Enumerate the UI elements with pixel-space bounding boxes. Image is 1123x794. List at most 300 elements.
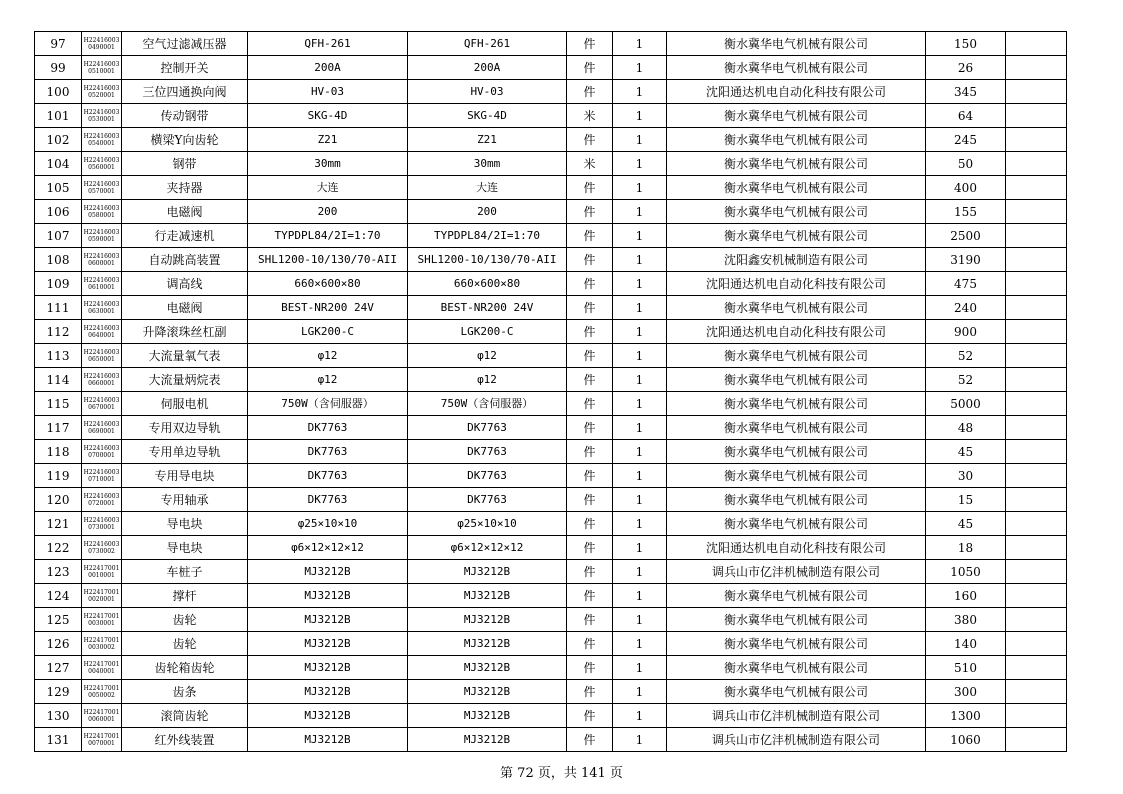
part-supplier: 衡水冀华电气机械有限公司 — [667, 32, 926, 56]
part-code-line2: 0690001 — [88, 427, 115, 435]
part-name: 夹持器 — [122, 176, 248, 200]
part-quantity: 1 — [613, 368, 667, 392]
part-supplier: 调兵山市亿沣机械制造有限公司 — [667, 728, 926, 752]
part-model: DK7763 — [248, 488, 408, 512]
part-code — [82, 320, 122, 344]
table-row — [35, 272, 1067, 296]
part-code-line2: 0590001 — [88, 235, 115, 243]
part-unit: 件 — [567, 632, 613, 656]
row-number: 113 — [35, 344, 82, 368]
part-code — [82, 344, 122, 368]
part-code-line1: H22416003 — [83, 492, 120, 500]
part-code-line1: H22416003 — [83, 204, 120, 212]
part-code-line2: 0070001 — [88, 739, 115, 747]
part-quantity: 1 — [613, 344, 667, 368]
row-number: 99 — [35, 56, 82, 80]
part-code-line1: H22416003 — [83, 84, 120, 92]
part-spec: LGK200-C — [408, 320, 567, 344]
row-number: 114 — [35, 368, 82, 392]
part-model: MJ3212B — [248, 656, 408, 680]
part-code — [82, 128, 122, 152]
part-model: φ12 — [248, 344, 408, 368]
part-name: 自动跳高装置 — [122, 248, 248, 272]
part-price: 64 — [926, 104, 1006, 128]
table-row — [35, 200, 1067, 224]
part-code — [82, 368, 122, 392]
part-model: LGK200-C — [248, 320, 408, 344]
row-number: 123 — [35, 560, 82, 584]
part-quantity: 1 — [613, 224, 667, 248]
part-model: 200 — [248, 200, 408, 224]
part-code-line1: H22416003 — [83, 348, 120, 356]
part-unit: 件 — [567, 200, 613, 224]
part-name: 专用双边导轨 — [122, 416, 248, 440]
part-unit: 件 — [567, 248, 613, 272]
part-quantity: 1 — [613, 512, 667, 536]
part-unit: 件 — [567, 464, 613, 488]
part-quantity: 1 — [613, 32, 667, 56]
part-code — [82, 560, 122, 584]
part-spec: DK7763 — [408, 440, 567, 464]
part-supplier: 衡水冀华电气机械有限公司 — [667, 368, 926, 392]
part-code — [82, 80, 122, 104]
part-quantity: 1 — [613, 176, 667, 200]
part-name: 电磁阀 — [122, 200, 248, 224]
part-supplier: 调兵山市亿沣机械制造有限公司 — [667, 704, 926, 728]
part-supplier: 衡水冀华电气机械有限公司 — [667, 392, 926, 416]
part-model: HV-03 — [248, 80, 408, 104]
table-row — [35, 584, 1067, 608]
part-price: 30 — [926, 464, 1006, 488]
row-number: 122 — [35, 536, 82, 560]
part-spec: MJ3212B — [408, 608, 567, 632]
part-model: 大连 — [248, 176, 408, 200]
part-code-line2: 0610001 — [88, 283, 115, 291]
part-unit: 件 — [567, 536, 613, 560]
part-spec: Z21 — [408, 128, 567, 152]
part-code — [82, 392, 122, 416]
part-model: MJ3212B — [248, 632, 408, 656]
part-code-line1: H22417001 — [83, 708, 120, 716]
part-name: 大流量氧气表 — [122, 344, 248, 368]
row-number: 118 — [35, 440, 82, 464]
part-unit: 件 — [567, 392, 613, 416]
part-supplier: 衡水冀华电气机械有限公司 — [667, 584, 926, 608]
row-number: 104 — [35, 152, 82, 176]
part-note — [1006, 104, 1067, 128]
part-unit: 件 — [567, 416, 613, 440]
part-code-line2: 0030002 — [88, 643, 115, 651]
part-code-line1: H22416003 — [83, 396, 120, 404]
part-code-line1: H22416003 — [83, 108, 120, 116]
table-row — [35, 488, 1067, 512]
part-model: TYPDPL84/2I=1:70 — [248, 224, 408, 248]
part-note — [1006, 728, 1067, 752]
part-note — [1006, 560, 1067, 584]
part-price: 5000 — [926, 392, 1006, 416]
part-unit: 件 — [567, 56, 613, 80]
part-price: 510 — [926, 656, 1006, 680]
part-name: 升降滚珠丝杠副 — [122, 320, 248, 344]
part-model: DK7763 — [248, 440, 408, 464]
part-note — [1006, 680, 1067, 704]
table-row — [35, 224, 1067, 248]
part-note — [1006, 152, 1067, 176]
part-code — [82, 440, 122, 464]
part-spec: 200 — [408, 200, 567, 224]
part-supplier: 衡水冀华电气机械有限公司 — [667, 656, 926, 680]
part-supplier: 沈阳通达机电自动化科技有限公司 — [667, 272, 926, 296]
part-supplier: 衡水冀华电气机械有限公司 — [667, 680, 926, 704]
part-supplier: 沈阳鑫安机械制造有限公司 — [667, 248, 926, 272]
part-model: SKG-4D — [248, 104, 408, 128]
part-code-line1: H22416003 — [83, 420, 120, 428]
part-model: MJ3212B — [248, 728, 408, 752]
table-row — [35, 608, 1067, 632]
part-spec: DK7763 — [408, 416, 567, 440]
part-code-line1: H22416003 — [83, 60, 120, 68]
part-name: 撑杆 — [122, 584, 248, 608]
part-name: 横梁Y向齿轮 — [122, 128, 248, 152]
row-number: 100 — [35, 80, 82, 104]
table-row — [35, 320, 1067, 344]
table-row — [35, 128, 1067, 152]
part-code — [82, 488, 122, 512]
row-number: 126 — [35, 632, 82, 656]
part-spec: 200A — [408, 56, 567, 80]
part-name: 红外线装置 — [122, 728, 248, 752]
part-code-line2: 0060001 — [88, 715, 115, 723]
part-spec: MJ3212B — [408, 728, 567, 752]
part-code — [82, 248, 122, 272]
part-spec: TYPDPL84/2I=1:70 — [408, 224, 567, 248]
part-code-line1: H22416003 — [83, 156, 120, 164]
table-row — [35, 152, 1067, 176]
part-note — [1006, 200, 1067, 224]
part-unit: 件 — [567, 560, 613, 584]
part-price: 52 — [926, 344, 1006, 368]
part-code-line1: H22417001 — [83, 684, 120, 692]
part-price: 900 — [926, 320, 1006, 344]
part-code-line2: 0580001 — [88, 211, 115, 219]
part-spec: BEST-NR200 24V — [408, 296, 567, 320]
part-supplier: 沈阳通达机电自动化科技有限公司 — [667, 320, 926, 344]
part-unit: 米 — [567, 104, 613, 128]
part-price: 15 — [926, 488, 1006, 512]
table-row — [35, 176, 1067, 200]
part-code — [82, 272, 122, 296]
table-row — [35, 680, 1067, 704]
part-code-line1: H22416003 — [83, 228, 120, 236]
part-note — [1006, 488, 1067, 512]
part-unit: 件 — [567, 320, 613, 344]
part-code — [82, 536, 122, 560]
part-quantity: 1 — [613, 128, 667, 152]
part-price: 52 — [926, 368, 1006, 392]
part-price: 2500 — [926, 224, 1006, 248]
part-unit: 件 — [567, 440, 613, 464]
table-row — [35, 728, 1067, 752]
part-code — [82, 704, 122, 728]
part-model: DK7763 — [248, 464, 408, 488]
part-code-line1: H22417001 — [83, 732, 120, 740]
part-code-line1: H22416003 — [83, 540, 120, 548]
part-code — [82, 728, 122, 752]
row-number: 129 — [35, 680, 82, 704]
part-price: 45 — [926, 512, 1006, 536]
part-spec: QFH-261 — [408, 32, 567, 56]
row-number: 130 — [35, 704, 82, 728]
part-name: 传动钢带 — [122, 104, 248, 128]
part-code-line2: 0040001 — [88, 667, 115, 675]
part-name: 齿条 — [122, 680, 248, 704]
part-quantity: 1 — [613, 416, 667, 440]
part-spec: φ12 — [408, 368, 567, 392]
table-row — [35, 440, 1067, 464]
part-spec: SKG-4D — [408, 104, 567, 128]
part-unit: 件 — [567, 344, 613, 368]
part-name: 专用单边导轨 — [122, 440, 248, 464]
part-spec: MJ3212B — [408, 656, 567, 680]
part-note — [1006, 632, 1067, 656]
part-unit: 件 — [567, 32, 613, 56]
part-name: 专用轴承 — [122, 488, 248, 512]
part-model: φ6×12×12×12 — [248, 536, 408, 560]
part-quantity: 1 — [613, 200, 667, 224]
part-note — [1006, 272, 1067, 296]
part-price: 300 — [926, 680, 1006, 704]
part-code — [82, 200, 122, 224]
part-unit: 件 — [567, 80, 613, 104]
part-note — [1006, 368, 1067, 392]
table-row — [35, 656, 1067, 680]
part-price: 140 — [926, 632, 1006, 656]
part-code — [82, 152, 122, 176]
part-price: 1060 — [926, 728, 1006, 752]
part-quantity: 1 — [613, 656, 667, 680]
row-number: 107 — [35, 224, 82, 248]
part-code — [82, 296, 122, 320]
part-supplier: 沈阳通达机电自动化科技有限公司 — [667, 80, 926, 104]
part-price: 160 — [926, 584, 1006, 608]
row-number: 127 — [35, 656, 82, 680]
part-note — [1006, 128, 1067, 152]
part-price: 245 — [926, 128, 1006, 152]
row-number: 131 — [35, 728, 82, 752]
part-spec: 30mm — [408, 152, 567, 176]
part-unit: 件 — [567, 728, 613, 752]
part-quantity: 1 — [613, 320, 667, 344]
part-model: MJ3212B — [248, 704, 408, 728]
part-note — [1006, 608, 1067, 632]
part-quantity: 1 — [613, 272, 667, 296]
part-unit: 件 — [567, 512, 613, 536]
table-row — [35, 368, 1067, 392]
row-number: 120 — [35, 488, 82, 512]
row-number: 108 — [35, 248, 82, 272]
row-number: 124 — [35, 584, 82, 608]
row-number: 115 — [35, 392, 82, 416]
part-quantity: 1 — [613, 248, 667, 272]
part-note — [1006, 344, 1067, 368]
part-code-line2: 0710001 — [88, 475, 115, 483]
row-number: 117 — [35, 416, 82, 440]
part-code-line2: 0510001 — [88, 67, 115, 75]
part-name: 控制开关 — [122, 56, 248, 80]
page-footer: 第 72 页，共 141 页 — [500, 766, 623, 781]
part-quantity: 1 — [613, 728, 667, 752]
part-price: 1050 — [926, 560, 1006, 584]
part-supplier: 衡水冀华电气机械有限公司 — [667, 296, 926, 320]
part-note — [1006, 656, 1067, 680]
part-spec: MJ3212B — [408, 680, 567, 704]
part-unit: 米 — [567, 152, 613, 176]
part-price: 1300 — [926, 704, 1006, 728]
part-price: 45 — [926, 440, 1006, 464]
part-code-line2: 0670001 — [88, 403, 115, 411]
part-price: 50 — [926, 152, 1006, 176]
part-supplier: 衡水冀华电气机械有限公司 — [667, 344, 926, 368]
part-spec: MJ3212B — [408, 560, 567, 584]
part-quantity: 1 — [613, 464, 667, 488]
part-spec: φ6×12×12×12 — [408, 536, 567, 560]
part-quantity: 1 — [613, 560, 667, 584]
part-code-line2: 0520001 — [88, 91, 115, 99]
part-note — [1006, 296, 1067, 320]
row-number: 97 — [35, 32, 82, 56]
part-unit: 件 — [567, 488, 613, 512]
part-quantity: 1 — [613, 392, 667, 416]
part-quantity: 1 — [613, 104, 667, 128]
part-spec: MJ3212B — [408, 584, 567, 608]
table-row — [35, 104, 1067, 128]
part-unit: 件 — [567, 272, 613, 296]
part-spec: MJ3212B — [408, 632, 567, 656]
part-supplier: 衡水冀华电气机械有限公司 — [667, 416, 926, 440]
table-row — [35, 632, 1067, 656]
part-name: 钢带 — [122, 152, 248, 176]
part-supplier: 衡水冀华电气机械有限公司 — [667, 512, 926, 536]
part-supplier: 衡水冀华电气机械有限公司 — [667, 152, 926, 176]
part-spec: SHL1200-10/130/70-AII — [408, 248, 567, 272]
part-spec: 660×600×80 — [408, 272, 567, 296]
part-code-line1: H22416003 — [83, 180, 120, 188]
part-price: 475 — [926, 272, 1006, 296]
part-unit: 件 — [567, 656, 613, 680]
part-code-line2: 0560001 — [88, 163, 115, 171]
part-code-line2: 0730001 — [88, 523, 115, 531]
part-supplier: 衡水冀华电气机械有限公司 — [667, 56, 926, 80]
part-note — [1006, 416, 1067, 440]
part-supplier: 沈阳通达机电自动化科技有限公司 — [667, 536, 926, 560]
table-body — [35, 32, 1067, 752]
part-spec: MJ3212B — [408, 704, 567, 728]
part-code — [82, 56, 122, 80]
part-unit: 件 — [567, 680, 613, 704]
table-row — [35, 416, 1067, 440]
table-row — [35, 296, 1067, 320]
part-model: QFH-261 — [248, 32, 408, 56]
part-code — [82, 104, 122, 128]
part-code-line2: 0630001 — [88, 307, 115, 315]
part-name: 齿轮箱齿轮 — [122, 656, 248, 680]
part-code — [82, 584, 122, 608]
part-code-line2: 0020001 — [88, 595, 115, 603]
part-spec: DK7763 — [408, 464, 567, 488]
part-code — [82, 224, 122, 248]
part-note — [1006, 224, 1067, 248]
part-name: 行走减速机 — [122, 224, 248, 248]
part-code — [82, 176, 122, 200]
part-price: 345 — [926, 80, 1006, 104]
row-number: 112 — [35, 320, 82, 344]
part-quantity: 1 — [613, 152, 667, 176]
part-note — [1006, 80, 1067, 104]
part-supplier: 衡水冀华电气机械有限公司 — [667, 488, 926, 512]
part-note — [1006, 56, 1067, 80]
row-number: 101 — [35, 104, 82, 128]
part-name: 齿轮 — [122, 608, 248, 632]
part-quantity: 1 — [613, 536, 667, 560]
part-model: MJ3212B — [248, 584, 408, 608]
table-row — [35, 32, 1067, 56]
part-price: 240 — [926, 296, 1006, 320]
part-note — [1006, 392, 1067, 416]
part-supplier: 衡水冀华电气机械有限公司 — [667, 128, 926, 152]
part-model: DK7763 — [248, 416, 408, 440]
part-price: 3190 — [926, 248, 1006, 272]
part-note — [1006, 248, 1067, 272]
part-code — [82, 512, 122, 536]
part-name: 导电块 — [122, 512, 248, 536]
part-code-line2: 0570001 — [88, 187, 115, 195]
table-row — [35, 464, 1067, 488]
part-code-line1: H22416003 — [83, 468, 120, 476]
part-quantity: 1 — [613, 296, 667, 320]
part-code-line2: 0490001 — [88, 43, 115, 51]
part-supplier: 衡水冀华电气机械有限公司 — [667, 104, 926, 128]
part-model: 660×600×80 — [248, 272, 408, 296]
part-price: 380 — [926, 608, 1006, 632]
part-model: 30mm — [248, 152, 408, 176]
part-quantity: 1 — [613, 704, 667, 728]
row-number: 106 — [35, 200, 82, 224]
part-spec: φ12 — [408, 344, 567, 368]
part-note — [1006, 176, 1067, 200]
part-name: 空气过滤减压器 — [122, 32, 248, 56]
part-code-line1: H22416003 — [83, 252, 120, 260]
part-code — [82, 608, 122, 632]
part-code — [82, 464, 122, 488]
part-unit: 件 — [567, 224, 613, 248]
part-unit: 件 — [567, 368, 613, 392]
part-code-line2: 0720001 — [88, 499, 115, 507]
part-model: SHL1200-10/130/70-AII — [248, 248, 408, 272]
part-model: MJ3212B — [248, 608, 408, 632]
part-model: BEST-NR200 24V — [248, 296, 408, 320]
part-supplier: 调兵山市亿沣机械制造有限公司 — [667, 560, 926, 584]
table-row — [35, 536, 1067, 560]
part-supplier: 衡水冀华电气机械有限公司 — [667, 632, 926, 656]
part-price: 150 — [926, 32, 1006, 56]
row-number: 105 — [35, 176, 82, 200]
part-code-line2: 0030001 — [88, 619, 115, 627]
part-model: 750W（含伺服器） — [248, 392, 408, 416]
parts-table — [34, 31, 1067, 752]
part-name: 电磁阀 — [122, 296, 248, 320]
part-supplier: 衡水冀华电气机械有限公司 — [667, 464, 926, 488]
part-code-line1: H22416003 — [83, 276, 120, 284]
